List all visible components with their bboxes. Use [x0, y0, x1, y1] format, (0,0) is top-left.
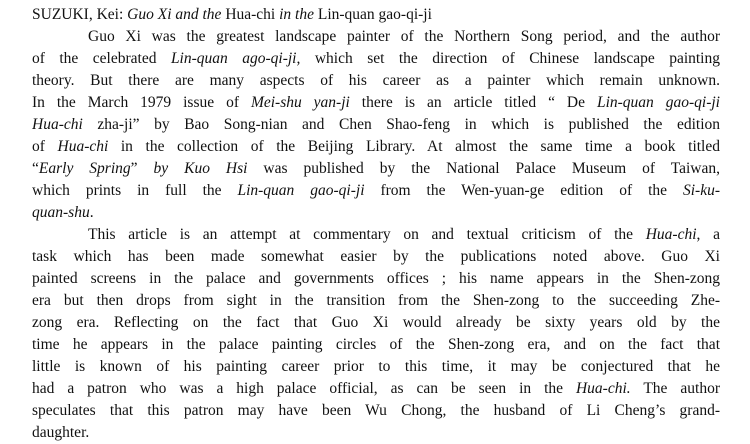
text-segment: Lin-quan gao-qi-ji — [237, 182, 365, 199]
text-segment: Hua-chi. — [575, 380, 631, 397]
text-segment: was published by the National Palace Museum of Taiwan, — [247, 160, 720, 177]
text-line — [32, 158, 720, 180]
text-segment: had a patron who was a high palace official, as can be seen in the — [32, 380, 576, 397]
text-segment: zha-ji” by Bao Song-nian and Chen Shao-feng in which is published the edition — [82, 116, 720, 133]
text-line — [32, 224, 720, 246]
text-segment: era but then drops from sight in the transition from the Shen-zong to the succeeding Zhe- — [32, 292, 720, 309]
text-segment: time he appears in the palace painting circles of the Shen-zong era, and on the fact that — [32, 336, 720, 353]
title-part: Lin-quan gao-qi-ji — [317, 6, 432, 23]
text-line — [32, 70, 720, 92]
text-segment: by Kuo Hsi — [153, 160, 248, 177]
text-segment: Hua-chi — [57, 138, 109, 155]
title-part: in the — [279, 6, 318, 23]
text-line — [32, 290, 720, 312]
text-segment: Hua-chi — [32, 116, 83, 133]
text-segment: which set the direction of Chinese landscape painting — [300, 50, 720, 67]
text-segment: daughter. — [32, 424, 90, 441]
text-segment: In the March 1979 issue of — [32, 94, 251, 111]
text-segment: Hua-chi — [645, 226, 697, 243]
text-line — [32, 92, 720, 114]
text-segment: quan-shu — [32, 204, 90, 221]
text-segment: there is an article titled “ De — [349, 94, 597, 111]
text-segment: painted screens in the palace and governments offices ; his name appears in the Shen-zong — [32, 270, 720, 287]
text-segment: This article is an attempt at commentary on and textual criticism of the — [88, 226, 646, 243]
text-segment: Guo Xi was the greatest landscape painter of the Northern Song period, and the author — [88, 28, 720, 45]
text-segment: from the Wen-yuan-ge edition of the — [364, 182, 683, 199]
text-line — [32, 268, 720, 290]
paragraph-2 — [32, 224, 720, 444]
paragraph-1 — [32, 26, 720, 224]
text-segment: little is known of his painting career prior to this time, it may be conjectured that he — [32, 358, 720, 375]
text-line — [32, 422, 720, 444]
text-line — [32, 114, 720, 136]
title-part: Hua-chi — [225, 6, 280, 23]
text-line — [32, 246, 720, 268]
text-line — [32, 356, 720, 378]
title-separator: : — [118, 6, 128, 23]
text-segment: The author — [630, 380, 720, 397]
article-title — [32, 4, 432, 26]
text-segment: Lin-quan gao-qi-ji — [596, 94, 720, 111]
text-segment: , a — [696, 226, 720, 243]
text-segment: speculates that this patron may have been Wu Chong, the husband of Li Cheng’s grand- — [32, 402, 720, 419]
text-segment: Lin-quan ago-qi-ji, — [170, 50, 301, 67]
text-segment: Mei-shu yan-ji — [250, 94, 350, 111]
text-segment: Early Spring — [38, 160, 131, 177]
text-segment: zong era. Reflecting on the fact that Guo Xi would already be sixty years old by the — [32, 314, 720, 331]
title-part: Guo Xi and the — [127, 6, 226, 23]
text-segment: . — [89, 204, 94, 221]
text-segment: theory. But there are many aspects of his career as a painter which remain unknown. — [32, 72, 720, 89]
text-segment: “ — [32, 160, 39, 177]
text-segment: task which has been made somewhat easier by the publications noted above. Guo Xi — [32, 248, 720, 265]
text-line — [32, 180, 720, 202]
text-segment: of the celebrated — [32, 50, 171, 67]
text-line — [32, 400, 720, 422]
text-segment: Si-ku- — [682, 182, 720, 199]
text-line — [32, 26, 720, 48]
text-line — [32, 312, 720, 334]
text-line — [32, 202, 720, 224]
text-line — [32, 378, 720, 400]
text-line — [32, 136, 720, 158]
text-line — [32, 48, 720, 70]
text-segment: of — [32, 138, 58, 155]
text-segment: ” — [130, 160, 154, 177]
text-line — [32, 334, 720, 356]
text-segment: which prints in full the — [32, 182, 238, 199]
text-segment: in the collection of the Beijing Library. At almost the same time a book titled — [108, 138, 720, 155]
author-name: SUZUKI, Kei — [32, 6, 119, 23]
